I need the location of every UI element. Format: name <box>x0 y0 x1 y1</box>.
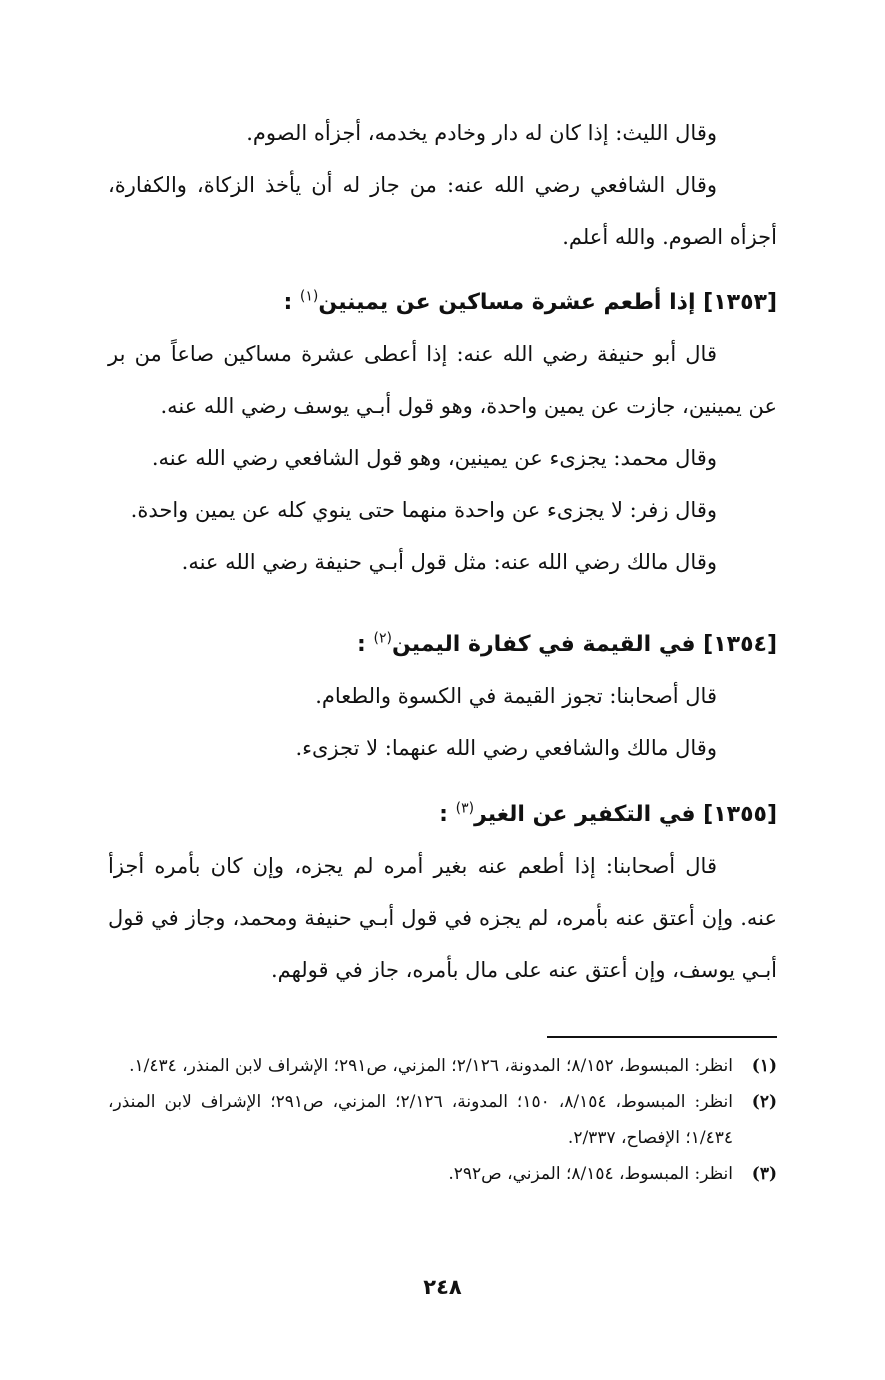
section-1354 <box>108 630 777 774</box>
heading-text: [١٣٥٤] في القيمة في كفارة اليمين <box>391 632 777 657</box>
footnote <box>108 1156 777 1192</box>
paragraph: قال أصحابنا: تجوز القيمة في الكسوة والطعام. <box>315 684 717 708</box>
footnotes <box>108 1048 777 1192</box>
section-heading <box>108 800 777 830</box>
paragraph: قال أصحابنا: إذا أطعم عنه بغير أمره لم يجزه، وإن كان بأمره أجزأ عنه. وإن أعتق عنه بأمره، لم يجزه في قول أبـي حنيفة ومحمد، وجاز في قول أبـي يوسف، وإن أعتق عنه على مال بأمره، جاز في قولهم. <box>108 854 777 982</box>
footnote-ref: (٢) <box>373 630 392 647</box>
opening-block <box>108 107 777 263</box>
paragraph: وقال الليث: إذا كان له دار وخادم يخدمه، أجزأه الصوم. <box>246 121 717 145</box>
footnote-text: انظر: المبسوط، ٨/١٥٤، ١٥٠؛ المدونة، ٢/١٢٦؛ المزني، ص٢٩١؛ الإشراف لابن المنذر، ١/٤٣٤؛ الإفصاح، ٢/٣٣٧. <box>108 1092 734 1148</box>
heading-colon: : <box>357 632 366 657</box>
footnote <box>108 1084 777 1156</box>
paragraph: وقال محمد: يجزىء عن يمينين، وهو قول الشافعي رضي الله عنه. <box>151 446 717 470</box>
paragraph: وقال الشافعي رضي الله عنه: من جاز له أن يأخذ الزكاة، والكفارة، أجزأه الصوم. والله أعلم. <box>108 173 777 249</box>
footnote-text: انظر: المبسوط، ٨/١٥٤؛ المزني، ص٢٩٢. <box>448 1164 733 1184</box>
footnote-number: (٢) <box>751 1092 777 1112</box>
footnote-number: (٣) <box>751 1164 777 1184</box>
paragraph: قال أبو حنيفة رضي الله عنه: إذا أعطى عشرة مساكين صاعاً من بر عن يمينين، جازت عن يمين واحدة، وهو قول أبـي يوسف رضي الله عنه. <box>108 342 777 418</box>
section-heading <box>108 288 777 318</box>
section-1353 <box>108 288 777 588</box>
footnote-ref: (٣) <box>455 800 475 817</box>
heading-text: [١٣٥٣] إذا أطعم عشرة مساكين عن يمينين <box>318 290 777 315</box>
paragraph: وقال زفر: لا يجزىء عن واحدة منهما حتى ينوي كله عن يمين واحدة. <box>130 498 717 522</box>
footnote <box>108 1048 777 1084</box>
section-heading <box>108 630 777 660</box>
footnote-ref: (١) <box>299 288 319 305</box>
heading-text: [١٣٥٥] في التكفير عن الغير <box>474 802 777 827</box>
heading-colon: : <box>439 802 448 827</box>
footnote-divider <box>547 1036 777 1038</box>
paragraph: وقال مالك والشافعي رضي الله عنهما: لا تجزىء. <box>295 736 717 760</box>
footnote-number: (١) <box>751 1056 777 1076</box>
page-number: ٢٤٨ <box>423 1275 462 1299</box>
section-1355 <box>108 800 777 996</box>
paragraph: وقال مالك رضي الله عنه: مثل قول أبـي حنيفة رضي الله عنه. <box>181 550 717 574</box>
footnote-text: انظر: المبسوط، ٨/١٥٢؛ المدونة، ٢/١٢٦؛ المزني، ص٢٩١؛ الإشراف لابن المنذر، ١/٤٣٤. <box>129 1056 733 1076</box>
heading-colon: : <box>283 290 293 315</box>
